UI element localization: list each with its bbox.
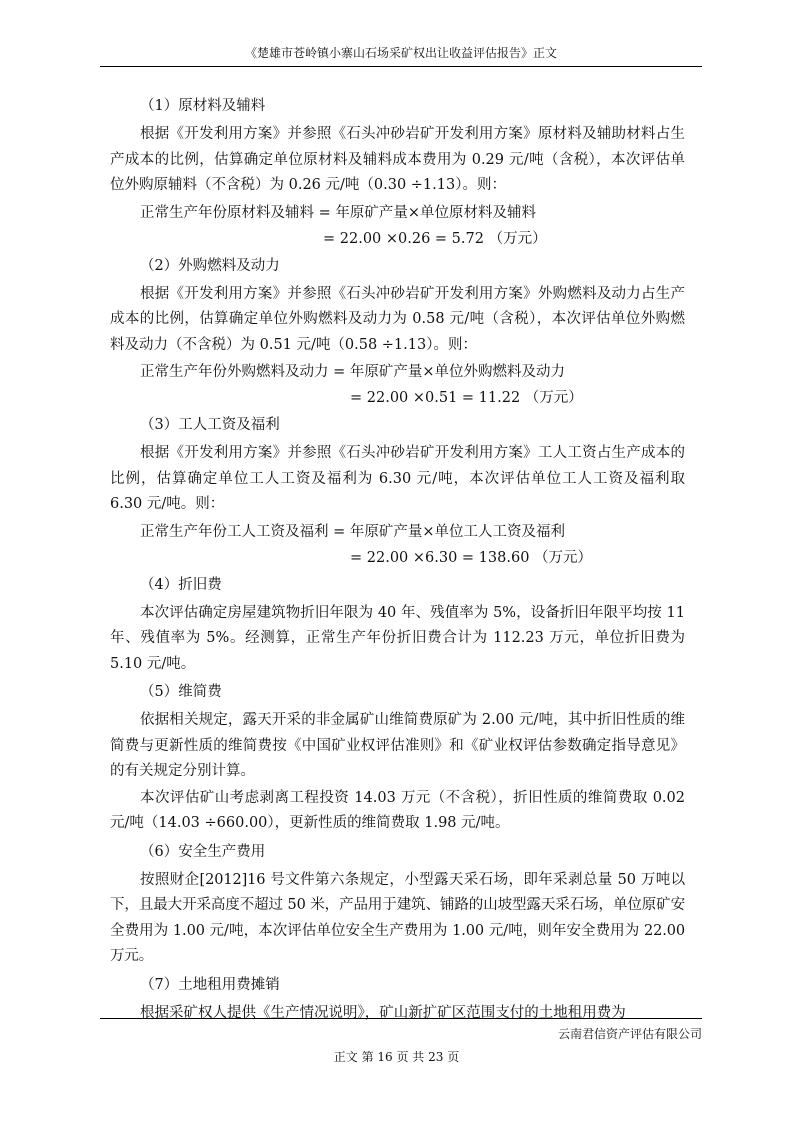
page-header: 《楚雄市苍岭镇小寨山石场采矿权出让收益评估报告》正文 xyxy=(244,46,557,60)
paragraph: 本次评估矿山考虑剥离工程投资 14.03 万元（不含税），折旧性质的维简费取 0.02 元/吨（14.03 ÷660.00），更新性质的维简费取 1.98 元/吨。 xyxy=(110,789,685,831)
formula-line: 正常生产年份外购燃料及动力 = 年原矿产量×单位外购燃料及动力 xyxy=(140,364,566,380)
header-divider xyxy=(100,66,702,67)
paragraph: 依据相关规定，露天开采的非金属矿山维简费原矿为 2.00 元/吨，其中折旧性质的维简费与更新性质的维简费按《中国矿业权评估准则》和《矿业权评估参数确定指导意见》的有关规定分别计算。 xyxy=(110,712,685,779)
formula-line: 正常生产年份工人工资及福利 = 年原矿产量×单位工人工资及福利 xyxy=(140,523,566,540)
section-heading-safety: （6）安全生产费用 xyxy=(140,843,266,860)
section-heading-wages: （3）工人工资及福利 xyxy=(140,417,280,433)
section-heading-depreciation: （4）折旧费 xyxy=(140,576,222,593)
company-name: 云南君信资产评估有限公司 xyxy=(557,1027,702,1041)
formula-result: = 22.00 ×0.51 = 11.22 （万元） xyxy=(350,390,583,406)
section-heading-maintenance: （5）维简费 xyxy=(140,684,222,700)
paragraph: 按照财企[2012]16 号文件第六条规定，小型露天采石场，即年采剥总量 50 万吨以下，且最大开采高度不超过 50 米，产品用于建筑、铺路的山坡型露天采石场，单位原矿安全费用为 1.00 元/吨，本次评估单位安全生产费用为 1.00 元/吨，则年安全费用为 22.00 万元。 xyxy=(110,871,685,964)
paragraph: 根据《开发利用方案》并参照《石头冲砂岩矿开发利用方案》原材料及辅助材料占生产成本的比例，估算确定单位原材料及辅料成本费用为 0.29 元/吨（含税），本次评估单位外购原辅料（不含税）为 0.26 元/吨（0.30 ÷1.13）。则： xyxy=(110,126,685,193)
document-body xyxy=(110,92,685,1027)
paragraph: 根据采矿权人提供《生产情况说明》，矿山新扩矿区范围支付的土地租用费为 xyxy=(140,1004,626,1021)
formula-line: 正常生产年份原材料及辅料 = 年原矿产量×单位原材料及辅料 xyxy=(140,204,537,221)
paragraph: 根据《开发利用方案》并参照《石头冲砂岩矿开发利用方案》工人工资占生产成本的比例，估算确定单位工人工资及福利为 6.30 元/吨，本次评估单位工人工资及福利取 6.30 元/吨。则： xyxy=(110,445,685,512)
section-heading-raw-materials: （1）原材料及辅料 xyxy=(140,98,266,114)
paragraph: 根据《开发利用方案》并参照《石头冲砂岩矿开发利用方案》外购燃料及动力占生产成本的比例，估算确定单位外购燃料及动力为 0.58 元/吨（含税），本次评估单位外购燃料及动力（不含税）为 0.51 元/吨（0.58 ÷1.13）。则： xyxy=(110,285,685,353)
paragraph: 本次评估确定房屋建筑物折旧年限为 40 年、残值率为 5%，设备折旧年限平均按 11 年、残值率为 5%。经测算，正常生产年份折旧费合计为 112.23 万元，单位折旧费为 5.10 元/吨。 xyxy=(110,604,685,672)
section-heading-fuel-power: （2）外购燃料及动力 xyxy=(140,257,280,274)
page-number: 正文 第 16 页 共 23 页 xyxy=(333,1050,460,1064)
formula-result: = 22.00 ×6.30 = 138.60 （万元） xyxy=(350,549,593,566)
formula-result: = 22.00 ×0.26 = 5.72 （万元） xyxy=(323,230,547,247)
footer-divider xyxy=(100,1018,702,1019)
section-heading-land-lease: （7）土地租用费摊销 xyxy=(140,976,280,993)
